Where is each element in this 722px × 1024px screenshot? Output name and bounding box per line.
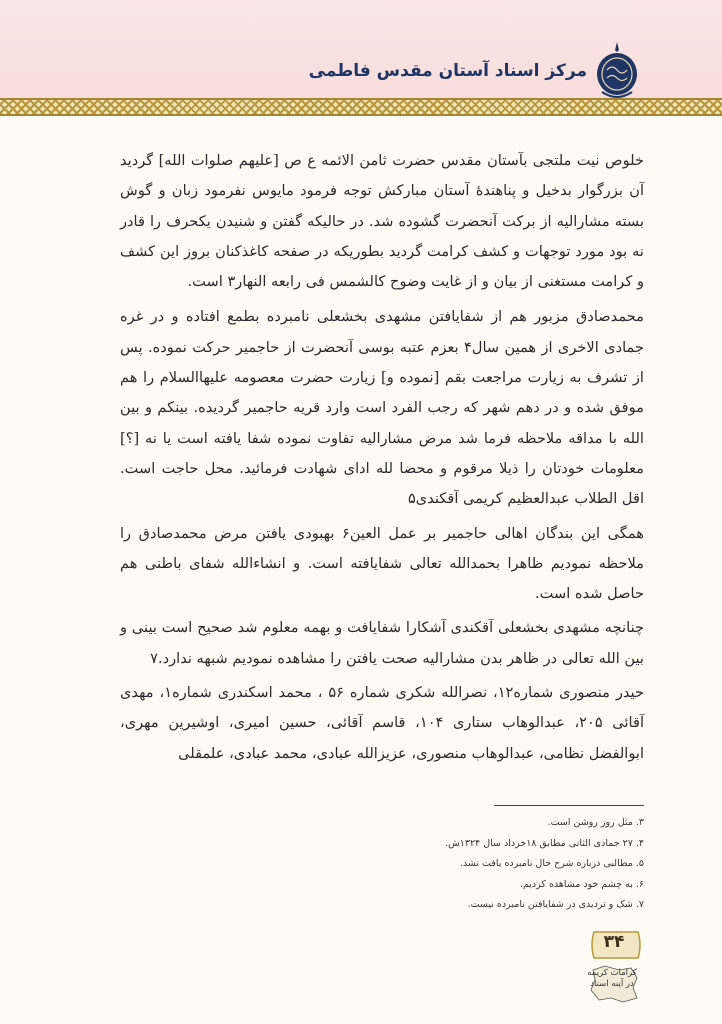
footnote-6: ۶. به چشم خود مشاهده کردیم.	[519, 878, 644, 890]
calligraphic-dome-logo-icon	[592, 40, 642, 100]
footnotes	[284, 813, 644, 916]
book-title-line-1: کرامات کریمه	[587, 968, 637, 978]
paragraph-4: چنانچه مشهدی بخشعلی آقکندی آشکارا شفایافت و بهمه معلوم شد صحیح است بینی و بین الله تعالی در ظاهر بدن مشارالیه صحت یافتن را مشاهده نمودیم شبهه ندارد.۷	[120, 619, 644, 667]
paragraph-2: محمدصادق مزبور هم از شفایافتن مشهدی بخشعلی نامبرده بطمع افتاده و در غره جمادی الاخری از همین سال۴ بعزم عتبه بوسی آنحضرت از حاجمیر حرکت نموده. پس از تشرف به زیارت مراجعت بقم [نموده و] زیارت حضرت معصومه علیهاالسلام را هم موفق شده و در دهم شهر که رجب الفرد است وارد قریه حاجمیر گردیده. بینکم و بین الله با مداقه ملاحظه فرما شد مرض مشارالیه تفاوت نموده شفا یافته است یا نه [؟] معلومات خودتان را ذیلا مرقوم و محضا لله ادای شهادت فرمائید. محل حاجت است. اقل الطلاب عبدالعظیم کریمی آقکندی۵	[120, 308, 644, 508]
paragraph-3: همگی این بندگان اهالی حاجمیر بر عمل العین۶ بهبودی یافتن مرض محمدصادق را ملاحظه نمودیم ظاهرا بحمدالله تعالی شفایافته است. و انشاءالله شفای باطنی هم حاصل شده است.	[120, 524, 644, 603]
footnote-5: ۵. مطالبی درباره شرح حال نامبرده یافت نشد.	[459, 858, 644, 870]
paragraph-1: خلوص نیت ملتجی بآستان مقدس حضرت ثامن الائمه ع ص [علیهم صلوات الله] گردید آن بزرگوار بدخیل و پناهندهٔ آستان مبارکش توجه فرمود مایوس نفرمود زبان و گوش بسته مشارالیه از برکت آنحضرت گشوده شد. در حالیکه گفتن و شنیدن یکحرف را قادر نه بود مورد توجهات و کشف کرامت گردید بطوریکه در صفحه کاغذکنان بروز این کشف و کرامت مستغنی از بیان و از غایت وضوح کالشمس فی رابعه النهار۳ است.	[120, 152, 644, 291]
book-title-label	[582, 968, 642, 990]
footnote-divider	[494, 805, 644, 806]
decorative-band	[0, 98, 722, 116]
page-number: ۳۴	[603, 932, 625, 952]
paragraph-5: حیدر منصوری شماره۱۲، نصرالله شکری شماره ۵۶ ، محمد اسکندری شماره۱، مهدی آقائی ۲۰۵، عبدالوهاب ستاری ۱۰۴، قاسم آقائی، حسین امیری، اوشیرین مهری، ابوالفضل نظامی، عبدالوهاب منصوری، عزیزالله عبادی، محمد عبادی، علمقلی	[120, 684, 645, 762]
footnote-4: ۴. ۲۷ جمادی الثانی مطابق ۱۸خرداد سال ۱۳۲۴ش.	[445, 837, 644, 849]
footnote-7: ۷. شک و تردیدی در شفایافتن نامبرده نیست.	[467, 899, 644, 911]
book-title-line-2: در آینه اسناد	[590, 979, 634, 989]
archive-center-title: مرکز اسناد آستان مقدس فاطمی	[308, 61, 587, 81]
footnote-3: ۳. مثل روز روشن است.	[547, 817, 644, 828]
document-body	[120, 146, 644, 773]
